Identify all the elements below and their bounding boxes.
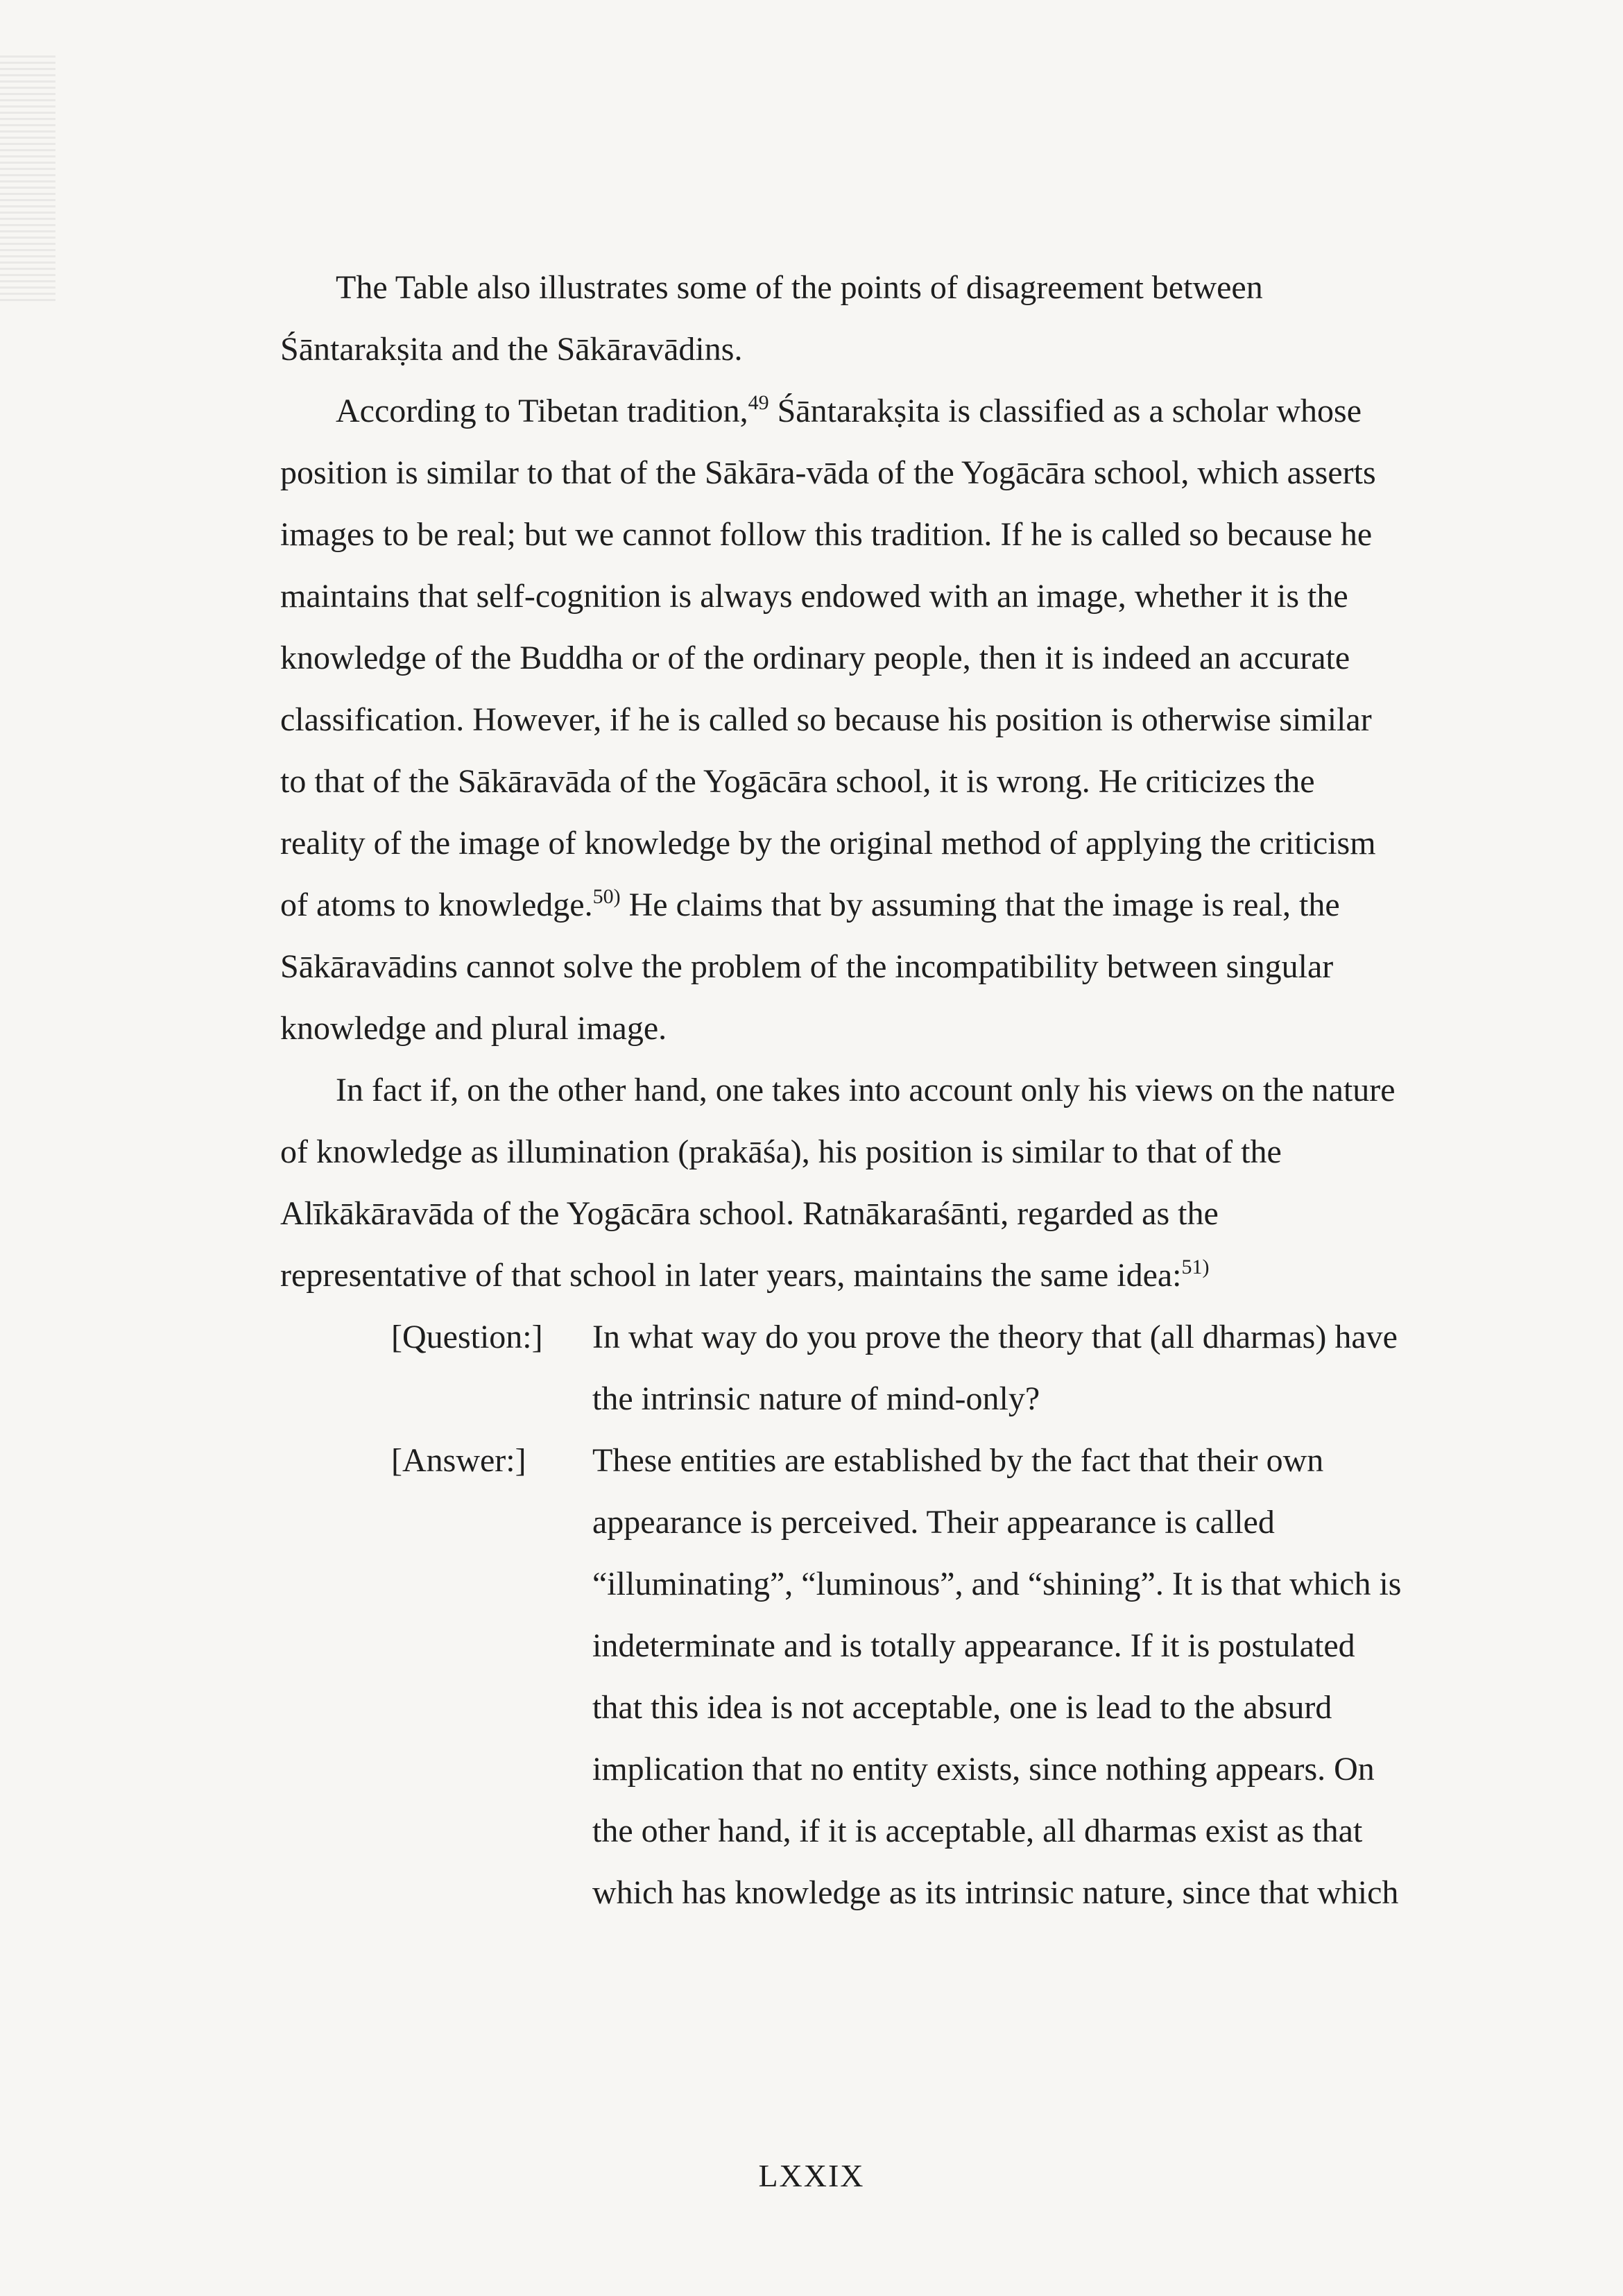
paragraph-tibetan-tradition [280,380,1404,1059]
paragraph-text: The Table also illustrates some of the points of disagreement between Śāntarakṣita and the Sākāravādins. [280,269,1263,368]
speaker-label: [Answer:] [391,1442,526,1479]
paragraph-text-cont2: He claims that by assuming that the image is real, the Sākāravādins cannot solve the problem of the incompatibility between singular knowledge and plural image. [280,886,1340,1047]
paragraph-table-disagreement [280,257,1404,380]
dialogue-text: These entities are established by the fact that their own appearance is perceived. Their appearance is called “illuminating”, “luminous”, and “shining”. It is that which is indeterminate and is totally appearance. If it is postulated that this idea is not acceptable, one is lead to the absurd implication that no entity exists, since nothing appears. On the other hand, if it is acceptable, all dharmas exist as that which has knowledge as its intrinsic nature, since that which [592,1442,1402,1911]
paragraph-text-cont: Śāntarakṣita is classified as a scholar whose position is similar to that of the Sākāra-vāda of the Yogācāra school, which asserts images to be real; but we cannot follow this tradition. If he is called so because he maintains that self-cognition is always endowed with an image, whether it is the knowledge of the Buddha or of the ordinary people, then it is indeed an accurate classification. However, if he is called so because his position is otherwise similar to that of the Sākāravāda of the Yogācāra school, it is wrong. He criticizes the reality of the image of knowledge by the original method of applying the criticism of atoms to knowledge. [280,393,1376,923]
paragraph-illumination [280,1059,1404,1306]
body-text [280,257,1404,1924]
footnote-ref-50: 50) [592,885,621,908]
page-number: LXXIX [758,2158,865,2193]
dialogue-answer [280,1430,1404,1924]
paragraph-text: In fact if, on the other hand, one takes into account only his views on the nature of knowledge as illumination (prakāśa), his position is similar to that of the Alīkākāravāda of the Yogācāra school. Ratnākaraśānti, regarded as the representative of that school in later years, maintains the same idea: [280,1072,1396,1294]
dialogue-text: In what way do you prove the theory that (all dharmas) have the intrinsic nature of mind-only? [592,1319,1398,1417]
scan-edge-artifact [0,55,55,305]
paragraph-text: According to Tibetan tradition, [336,393,748,429]
quoted-dialogue [280,1306,1404,1924]
speaker-label: [Question:] [391,1319,543,1355]
dialogue-question [280,1306,1404,1430]
footnote-ref-49: 49 [748,391,769,414]
footnote-ref-51: 51) [1181,1256,1210,1278]
